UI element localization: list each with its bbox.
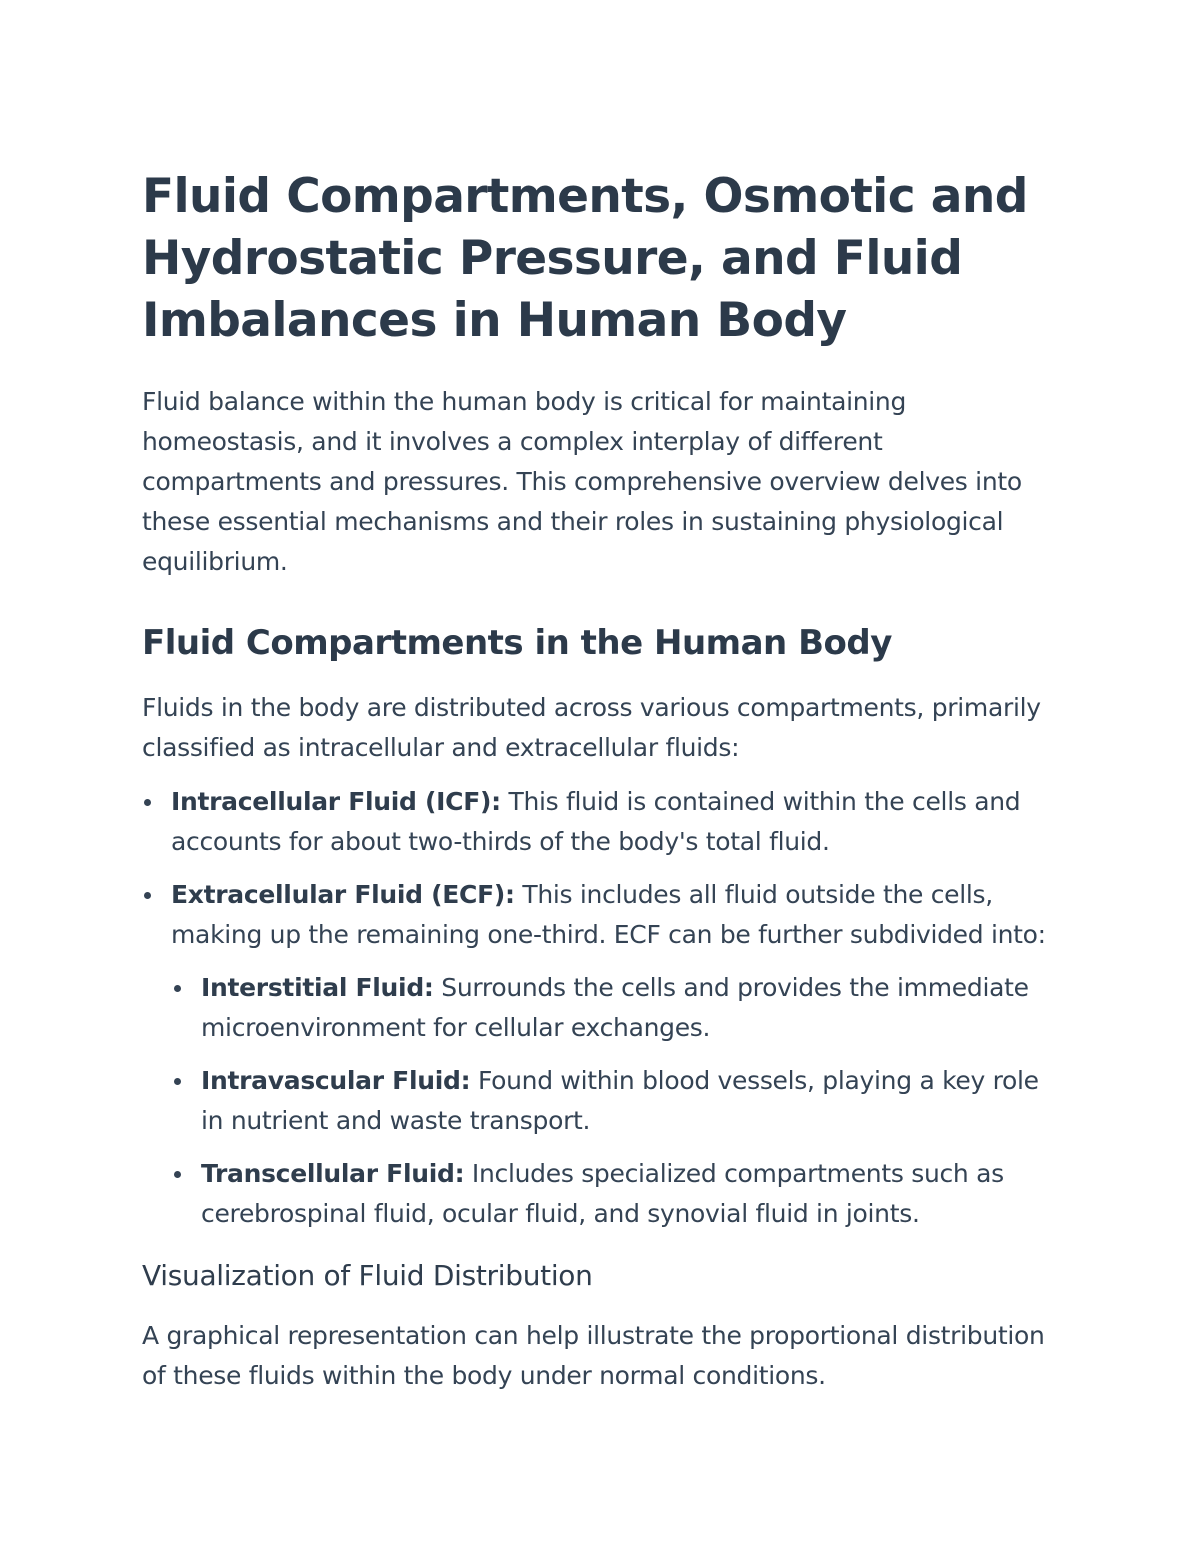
description-icf: This fluid is contained within the cells and accounts for about two-thirds of the body's total fluid. [171, 787, 1021, 856]
term-interstitial: Interstitial Fluid: [201, 973, 434, 1002]
list-item-icf [142, 782, 1060, 862]
term-transcellular: Transcellular Fluid: [201, 1159, 465, 1188]
subsection-heading-visualization: Visualization of Fluid Distribution [142, 1259, 593, 1292]
section-lead-paragraph: Fluids in the body are distributed across various compartments, primarily classified as intracellular and extracellular fluids: [142, 693, 1041, 762]
list-item-ecf [142, 875, 1060, 1234]
description-intravascular: Found within blood vessels, playing a key role in nutrient and waste transport. [201, 1066, 1039, 1135]
term-ecf: Extracellular Fluid (ECF): [171, 880, 515, 909]
list-item-intravascular [171, 1061, 1060, 1141]
ecf-subcompartment-list [171, 968, 1060, 1234]
description-interstitial: Surrounds the cells and provides the immediate microenvironment for cellular exchanges. [201, 973, 1029, 1042]
visualization-paragraph: A graphical representation can help illustrate the proportional distribution of these fluids within the body under normal conditions. [142, 1321, 1045, 1390]
compartment-list [142, 782, 1060, 1234]
term-intravascular: Intravascular Fluid: [201, 1066, 471, 1095]
term-icf: Intracellular Fluid (ICF): [171, 787, 501, 816]
intro-paragraph: Fluid balance within the human body is critical for maintaining homeostasis, and it involves a complex interplay of different compartments and pressures. This comprehensive overview delves into these essential mechanisms and their roles in sustaining physiological equilibrium. [142, 387, 1022, 576]
list-item-transcellular [171, 1154, 1060, 1234]
description-ecf: This includes all fluid outside the cells, making up the remaining one-third. ECF can be further subdivided into: [171, 880, 1046, 949]
list-item-interstitial [171, 968, 1060, 1048]
document-title: Fluid Compartments, Osmotic and Hydrostatic Pressure, and Fluid Imbalances in Human Body [142, 169, 1028, 348]
section-heading-fluid-compartments: Fluid Compartments in the Human Body [142, 623, 892, 663]
description-transcellular: Includes specialized compartments such as cerebrospinal fluid, ocular fluid, and synovial fluid in joints. [201, 1159, 1004, 1228]
